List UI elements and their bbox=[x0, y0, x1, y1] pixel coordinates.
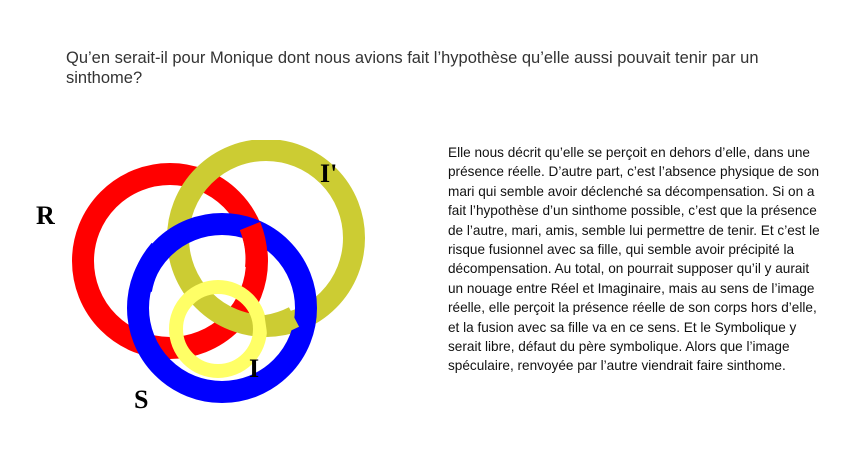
olive-over-blue-crossing bbox=[266, 317, 294, 326]
slide-title: Qu’en serait-il pour Monique dont nous avions fait l’hypothèse qu’elle aussi pouvait tenir par un sinthome? bbox=[66, 49, 759, 87]
label-i-prime: I' bbox=[320, 159, 338, 188]
label-s: S bbox=[134, 385, 149, 414]
blue-over-red-crossing bbox=[141, 250, 160, 290]
body-paragraph: Elle nous décrit qu’elle se perçoit en dehors d’elle, dans une présence réelle. D’autre part, c’est l’absence physique de son mari qui semble avoir déclenché sa décompensation. Si on a fait l’hypothèse d’un sinthome possible, c’est que la présence de l’autre, mari, amis, semble lui permettre de tenir. Et c’est le risque fusionnel avec sa fille, qui semble avoir précipité la décompensation. Au total, on pourrait supposer qu’il y aurait un nouage entre Réel et Imaginaire, mais au sens de l’image réelle, elle perçoit la présence réelle de son corps hors d’elle, et la fusion avec sa fille va en ce sens. Et le Symbolique y serait libre, défaut du père symbolique. Alors que l’image spéculaire, renvoyée par l’autre viendrait faire sinthome. bbox=[448, 145, 820, 374]
red-over-olive-crossing bbox=[250, 226, 256, 268]
label-i: I bbox=[249, 354, 260, 383]
borromean-rings-diagram bbox=[20, 140, 400, 440]
label-r: R bbox=[36, 201, 55, 230]
